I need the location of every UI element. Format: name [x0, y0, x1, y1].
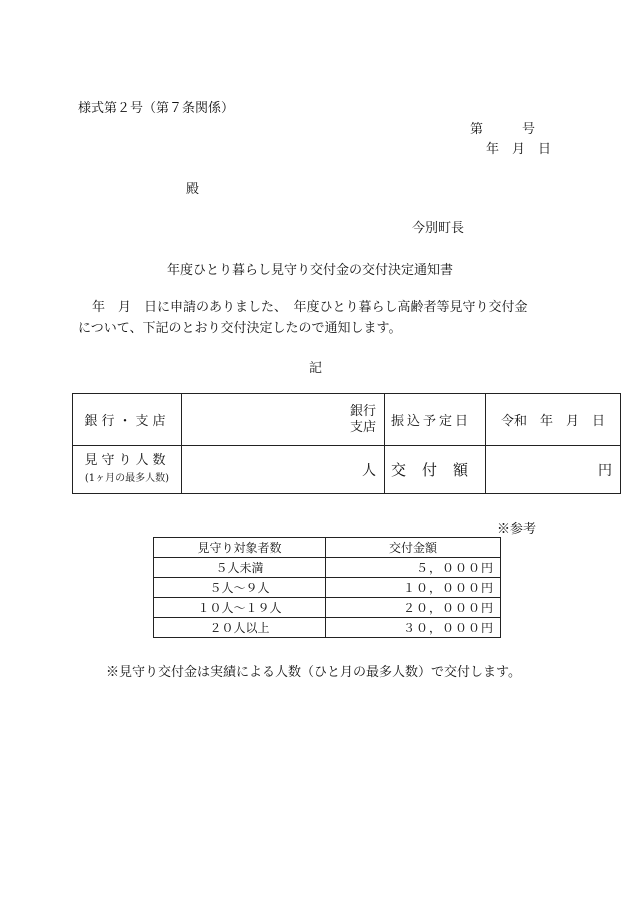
body-line-2: について、下記のとおり交付決定したので通知します。 [78, 321, 402, 336]
decision-row-bank [73, 394, 621, 446]
document-date-line: 年 月 日 [486, 142, 552, 157]
people-count-unit: 人 [182, 446, 385, 494]
form-number: 様式第２号（第７条関係） [78, 101, 235, 116]
reference-count: ２０人以上 [154, 618, 326, 638]
people-count-label-cell [73, 446, 182, 494]
reference-header-row [154, 538, 501, 558]
document-title: 年度ひとり暮らし見守り交付金の交付決定通知書 [167, 263, 454, 278]
decision-table [72, 393, 621, 494]
addressee-suffix: 殿 [186, 182, 200, 197]
transfer-date-label: 振込予定日 [385, 394, 486, 446]
bank-branch-field [182, 394, 385, 446]
document-number-line: 第 号 [470, 122, 536, 137]
reference-count: ５人未満 [154, 558, 326, 578]
grant-amount-unit: 円 [486, 446, 621, 494]
bank-branch-label: 銀行・支店 [73, 394, 182, 446]
reference-header-count: 見守り対象者数 [154, 538, 326, 558]
people-count-label: 見守り人数 [84, 452, 170, 468]
reference-count: １０人～１９人 [154, 598, 326, 618]
reference-label: ※参考 [497, 522, 537, 537]
table-row [154, 578, 501, 598]
reference-amount: ３０，０００円 [326, 618, 501, 638]
table-row [154, 598, 501, 618]
bank-name-label: 銀行 [349, 403, 376, 419]
reference-amount: ５，０００円 [326, 558, 501, 578]
transfer-date-value: 令和 年 月 日 [486, 394, 621, 446]
reference-table [153, 537, 501, 638]
people-count-note: (1ヶ月の最多人数) [84, 472, 170, 484]
grant-amount-label: 交付額 [385, 446, 486, 494]
reference-count: ５人～９人 [154, 578, 326, 598]
sender-name: 今別町長 [412, 221, 465, 236]
branch-name-label: 支店 [349, 419, 376, 435]
reference-header-amount: 交付金額 [326, 538, 501, 558]
table-row [154, 558, 501, 578]
reference-amount: ２０，０００円 [326, 598, 501, 618]
ki-heading: 記 [309, 361, 323, 376]
decision-row-amount [73, 446, 621, 494]
table-row [154, 618, 501, 638]
reference-amount: １０，０００円 [326, 578, 501, 598]
body-line-1: 年 月 日に申請のありました、 年度ひとり暮らし高齢者等見守り交付金 [92, 300, 528, 315]
footnote: ※見守り交付金は実績による人数（ひと月の最多人数）で交付します。 [106, 665, 521, 680]
